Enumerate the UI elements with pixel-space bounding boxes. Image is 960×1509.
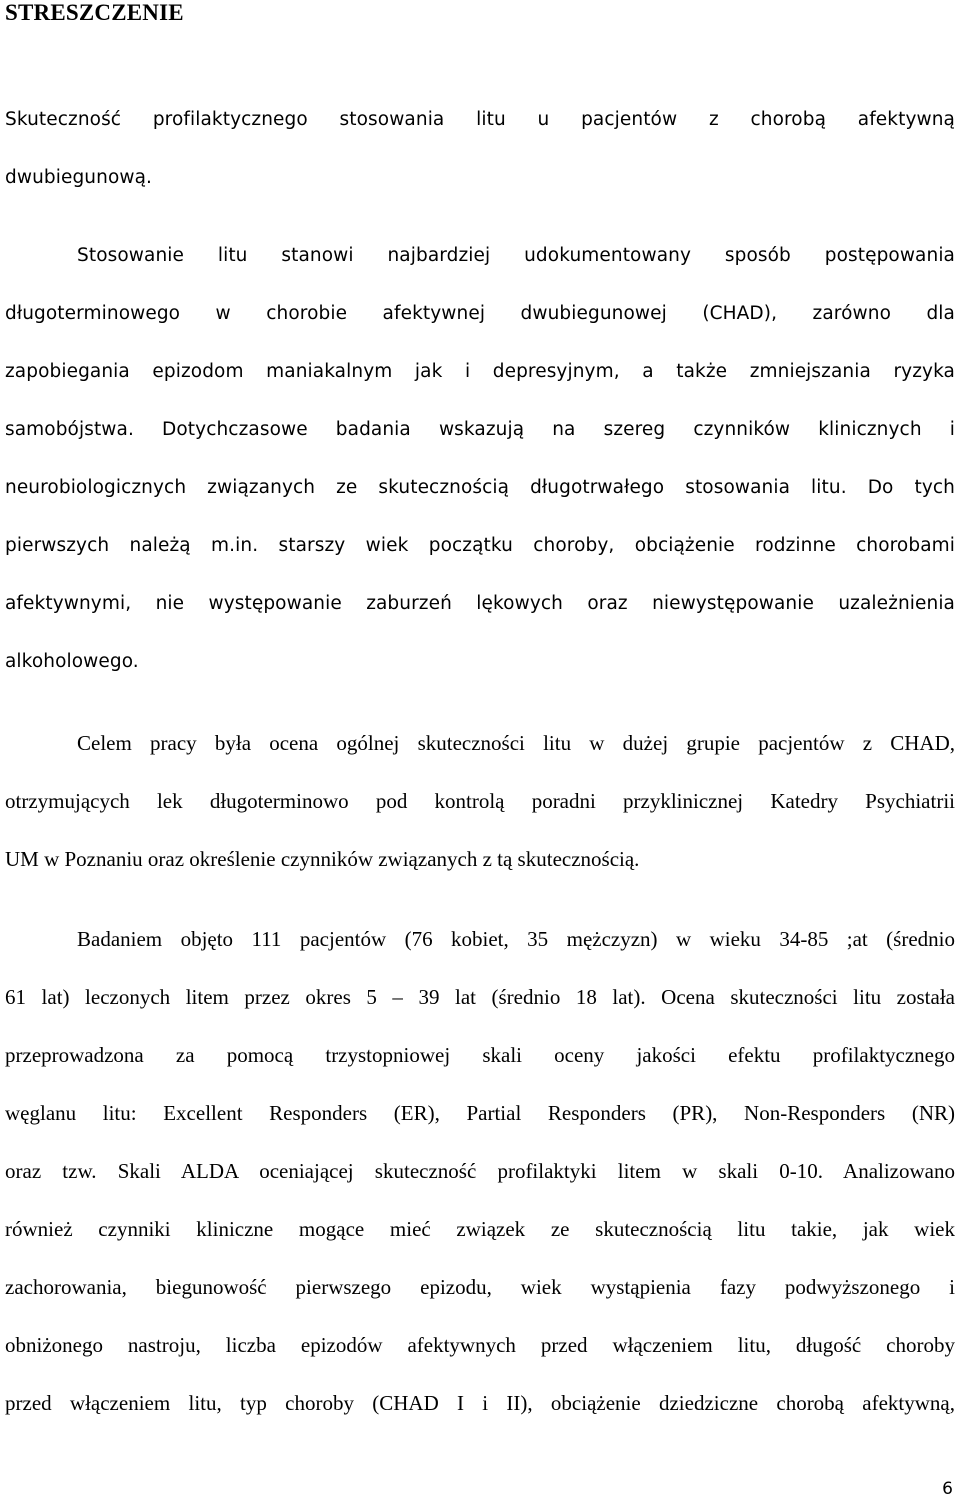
text-line: również czynniki kliniczne mogące mieć związek ze skutecznością litu takie, jak wiek: [5, 1217, 955, 1241]
text-line: UM w Poznaniu oraz określenie czynników związanych z tą skutecznością.: [5, 847, 640, 871]
page-heading: STRESZCZENIE: [5, 0, 184, 25]
title-paragraph: [5, 91, 955, 207]
text-line: węglanu litu: Excellent Responders (ER), Partial Responders (PR), Non-Responders (NR): [5, 1101, 955, 1125]
text-line: przeprowadzona za pomocą trzystopniowej skali oceny jakości efektu profilaktycznego: [5, 1043, 955, 1067]
text-line: alkoholowego.: [5, 651, 139, 672]
text-line: Stosowanie litu stanowi najbardziej udokumentowany sposób postępowania: [77, 245, 955, 266]
text-line: długoterminowego w chorobie afektywnej dwubiegunowej (CHAD), zarówno dla: [5, 303, 955, 324]
text-line: Celem pracy była ocena ogólnej skuteczności litu w dużej grupie pacjentów z CHAD,: [77, 731, 955, 755]
text-line: zachorowania, biegunowość pierwszego epizodu, wiek wystąpienia fazy podwyższonego i: [5, 1275, 955, 1299]
text-line: Skuteczność profilaktycznego stosowania litu u pacjentów z chorobą afektywną: [5, 109, 955, 130]
text-line: zapobiegania epizodom maniakalnym jak i depresyjnym, a także zmniejszania ryzyka: [5, 361, 955, 382]
text-line: pierwszych należą m.in. starszy wiek początku choroby, obciążenie rodzinne chorobami: [5, 535, 955, 556]
text-line: neurobiologicznych związanych ze skutecznością długotrwałego stosowania litu. Do tych: [5, 477, 955, 498]
text-line: samobójstwa. Dotychczasowe badania wskazują na szereg czynników klinicznych i: [5, 419, 955, 440]
page-number: 6: [942, 1479, 953, 1499]
text-line: przed włączeniem litu, typ choroby (CHAD I i II), obciążenie dziedziczne chorobą afektywną,: [5, 1391, 955, 1415]
text-line: afektywnymi, nie występowanie zaburzeń lękowych oraz niewystępowanie uzależnienia: [5, 593, 955, 614]
text-line: otrzymujących lek długoterminowo pod kontrolą poradni przyklinicznej Katedry Psychiatrii: [5, 789, 955, 813]
intro-paragraph: [5, 227, 955, 691]
text-line: 61 lat) leczonych litem przez okres 5 – 39 lat (średnio 18 lat). Ocena skuteczności litu została: [5, 985, 955, 1009]
text-line: Badaniem objęto 111 pacjentów (76 kobiet, 35 mężczyzn) w wieku 34-85 ;at (średnio: [77, 927, 955, 951]
text-line: dwubiegunową.: [5, 167, 153, 188]
methods-paragraph: [5, 910, 955, 1432]
aim-paragraph: [5, 714, 955, 888]
text-line: obniżonego nastroju, liczba epizodów afektywnych przed włączeniem litu, długość choroby: [5, 1333, 955, 1357]
text-line: oraz tzw. Skali ALDA oceniającej skuteczność profilaktyki litem w skali 0-10. Analizowano: [5, 1159, 955, 1183]
